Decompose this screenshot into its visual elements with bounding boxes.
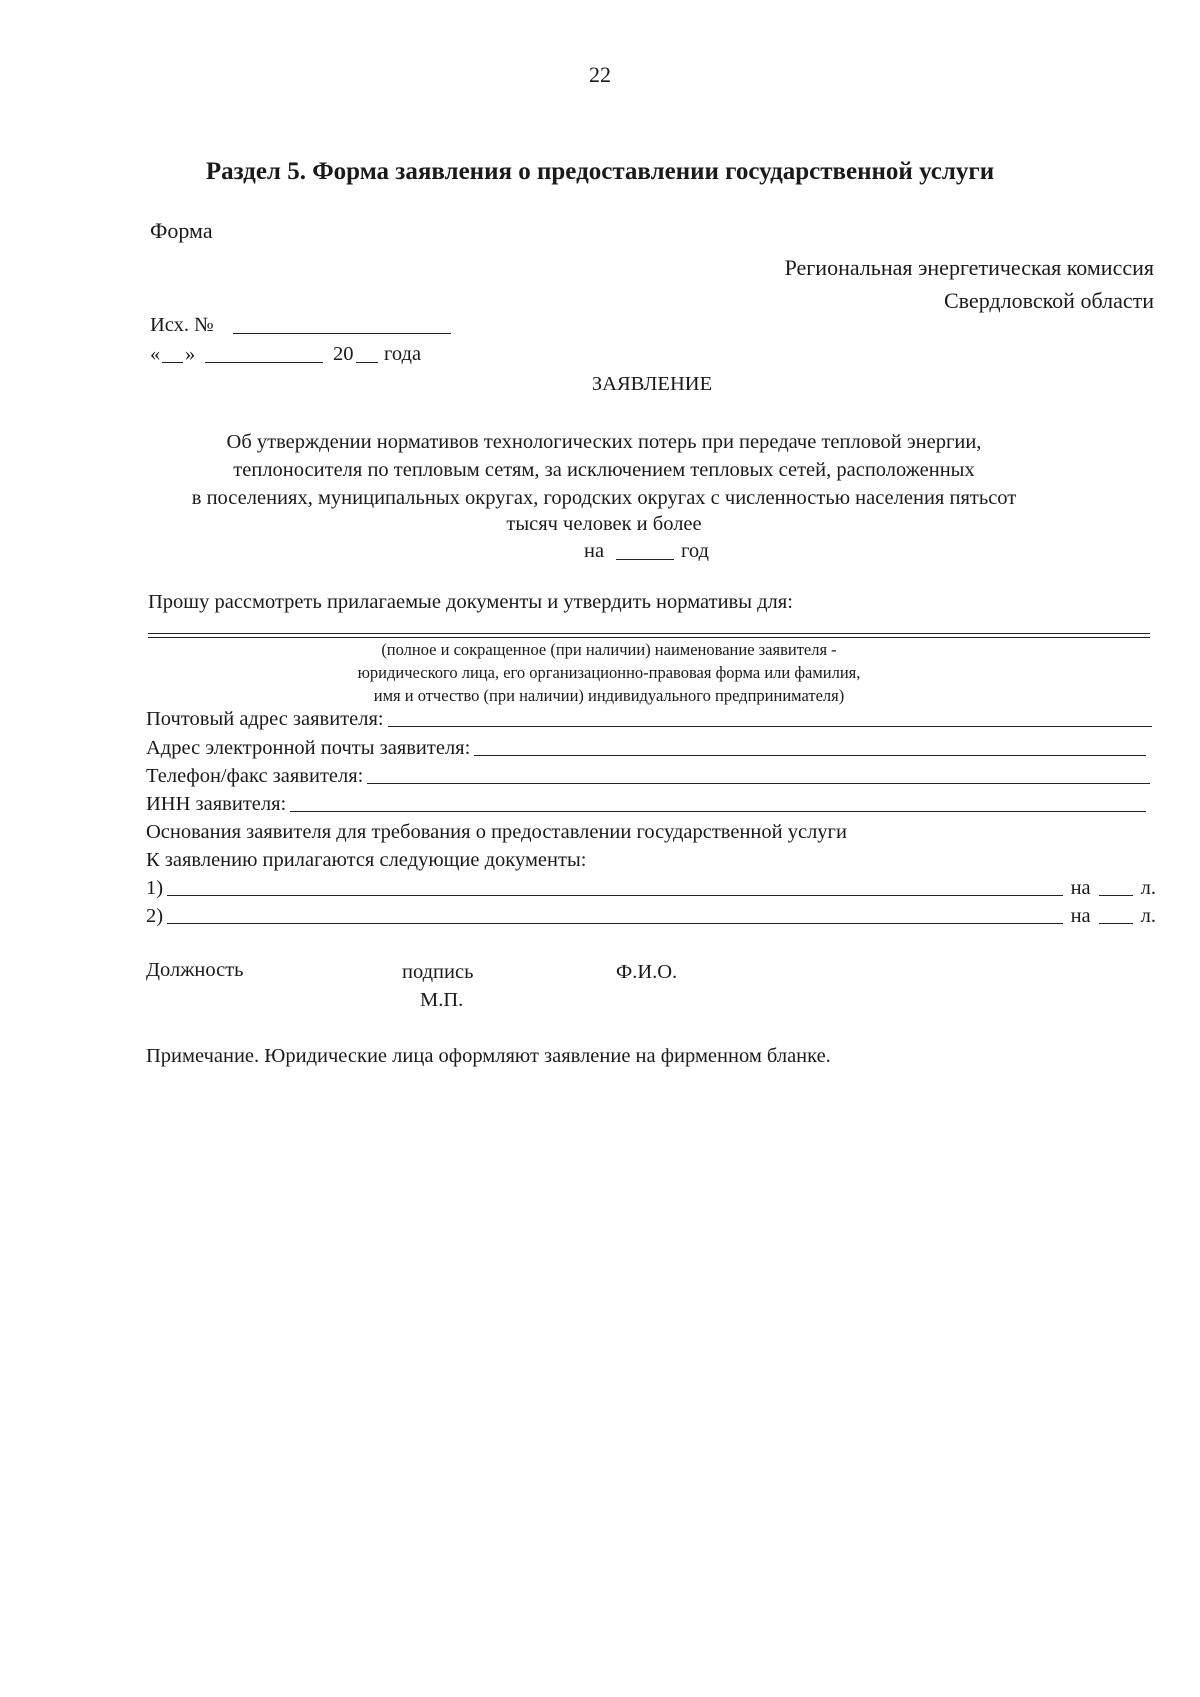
- applicant-name-field[interactable]: [148, 633, 1150, 634]
- subject-line-3: в поселениях, муниципальных округах, городских округах с численностью населения пятьсот: [191, 487, 1017, 509]
- postal-address-field[interactable]: [388, 726, 1152, 727]
- grounds-text: Основания заявителя для требования о предоставлении государственной услуги: [146, 821, 847, 843]
- date-year-prefix: 20: [333, 343, 354, 365]
- attachment-row: [146, 904, 1156, 929]
- attachment-1-pages-field[interactable]: [1099, 895, 1133, 896]
- subject-year-field[interactable]: [616, 559, 674, 560]
- request-text: Прошу рассмотреть прилагаемые документы и утвердить нормативы для:: [148, 591, 793, 613]
- attachment-pages-prefix: на: [1070, 905, 1091, 927]
- statement-title: ЗАЯВЛЕНИЕ: [591, 373, 713, 395]
- applicant-caption-line-1: (полное и сокращенное (при наличии) наименование заявителя -: [381, 640, 837, 659]
- subject-line-1: Об утверждении нормативов технологических потерь при передаче тепловой энергии,: [226, 431, 982, 453]
- date-day-field[interactable]: [162, 362, 183, 363]
- phone-fax-row: [146, 764, 1152, 789]
- attachment-number: 2): [146, 905, 164, 927]
- inn-row: [146, 792, 1148, 817]
- phone-fax-field[interactable]: [367, 783, 1150, 784]
- email-row: [146, 736, 1148, 761]
- note-text: Примечание. Юридические лица оформляют заявление на фирменном бланке.: [146, 1045, 831, 1067]
- email-label: Адрес электронной почты заявителя:: [146, 737, 471, 759]
- attachment-2-field[interactable]: [167, 923, 1062, 924]
- attachment-pages-prefix: на: [1070, 877, 1091, 899]
- attachment-row: [146, 876, 1156, 901]
- inn-label: ИНН заявителя:: [146, 793, 287, 815]
- subject-line-4: тысяч человек и более: [506, 513, 702, 535]
- postal-address-label: Почтовый адрес заявителя:: [146, 708, 384, 730]
- applicant-name-field-underline: [148, 637, 1150, 638]
- postal-address-row: [146, 707, 1154, 732]
- outgoing-number-label: Исх. №: [150, 314, 214, 336]
- subject-year-suffix: год: [681, 540, 709, 562]
- inn-field[interactable]: [290, 811, 1146, 812]
- attachment-number: 1): [146, 877, 164, 899]
- recipient-line-1: Региональная энергетическая комиссия: [784, 255, 1154, 280]
- applicant-caption-line-3: имя и отчество (при наличии) индивидуального предпринимателя): [373, 686, 845, 705]
- date-quote-close: »: [185, 343, 196, 365]
- subject-line-2: теплоносителя по тепловым сетям, за исключением тепловых сетей, расположенных: [233, 459, 975, 481]
- form-label: Форма: [150, 218, 213, 243]
- attachment-pages-suffix: л.: [1140, 877, 1156, 899]
- date-year-suffix: года: [384, 343, 422, 365]
- stamp-label: М.П.: [420, 989, 464, 1011]
- applicant-caption-line-2: юридического лица, его организационно-правовая форма или фамилия,: [357, 663, 861, 682]
- date-quote-open: «: [150, 343, 161, 365]
- phone-fax-label: Телефон/факс заявителя:: [146, 765, 364, 787]
- attachment-2-pages-field[interactable]: [1099, 923, 1133, 924]
- attachments-intro: К заявлению прилагаются следующие документы:: [146, 849, 587, 871]
- email-field[interactable]: [474, 755, 1146, 756]
- recipient-line-2: Свердловской области: [944, 288, 1154, 313]
- page-number: 22: [589, 62, 611, 87]
- section-title: Раздел 5. Форма заявления о предоставлении государственной услуги: [205, 158, 995, 185]
- subject-year-prefix: на: [584, 540, 605, 562]
- attachment-1-field[interactable]: [167, 895, 1062, 896]
- outgoing-number-field[interactable]: [233, 333, 451, 334]
- signature-name-label: Ф.И.О.: [616, 961, 678, 983]
- date-month-field[interactable]: [205, 362, 323, 363]
- signature-position-label: Должность: [146, 959, 244, 981]
- date-year-field[interactable]: [356, 362, 378, 363]
- signature-sign-label: подпись: [402, 961, 474, 983]
- attachment-pages-suffix: л.: [1140, 905, 1156, 927]
